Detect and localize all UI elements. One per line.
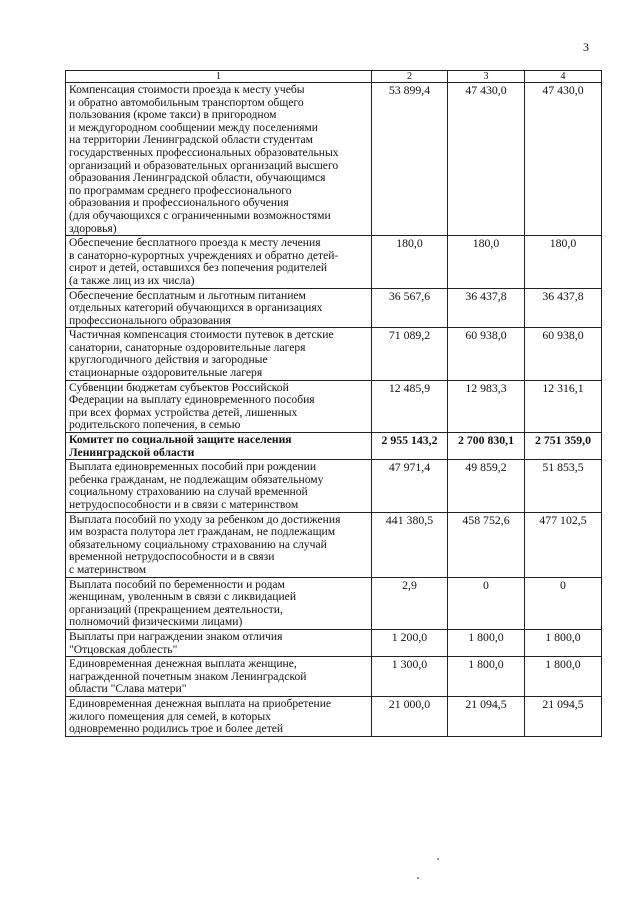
scan-speck bbox=[417, 877, 419, 879]
table-row bbox=[66, 577, 602, 629]
description-line: женщинам, уволенным в связи с ликвидацией bbox=[69, 590, 297, 604]
description-line: Единовременная денежная выплата женщине, bbox=[69, 657, 297, 671]
amount-col-2: 71 089,2 bbox=[372, 328, 448, 380]
description-line: образования Ленинградской области, обучающимся bbox=[69, 171, 326, 185]
amount-col-2: 12 485,9 bbox=[372, 380, 448, 432]
amount-col-3: 60 938,0 bbox=[448, 328, 525, 380]
description-line: сирот и детей, оставшихся без попечения родителей bbox=[69, 261, 328, 275]
amount-col-4: 2 751 359,0 bbox=[525, 433, 602, 460]
table-row bbox=[66, 629, 602, 656]
description-line: Федерации на выплату единовременного пособия bbox=[69, 393, 315, 407]
description-line: по программам среднего профессионального bbox=[69, 183, 292, 197]
row-description bbox=[66, 83, 372, 236]
amount-col-2: 441 380,5 bbox=[372, 512, 448, 577]
description-line: и обратно автомобильным транспортом общего bbox=[69, 95, 304, 109]
row-description bbox=[66, 236, 372, 288]
amount-col-4: 1 800,0 bbox=[525, 629, 602, 656]
description-line: Выплата пособий по уходу за ребенком до достижения bbox=[69, 512, 341, 526]
row-description bbox=[66, 328, 372, 380]
row-description bbox=[66, 696, 372, 736]
table-row bbox=[66, 83, 602, 236]
amount-col-2: 21 000,0 bbox=[372, 696, 448, 736]
description-line: организаций (прекращением деятельности, bbox=[69, 602, 283, 616]
scan-speck bbox=[437, 858, 439, 860]
description-line: награжденной почетным знаком Ленинградской bbox=[69, 669, 307, 683]
description-line: ребенка гражданам, не подлежащим обязательному bbox=[69, 472, 324, 486]
amount-col-4: 180,0 bbox=[525, 236, 602, 288]
amount-col-2: 36 567,6 bbox=[372, 288, 448, 328]
row-description bbox=[66, 629, 372, 656]
description-line: Выплата единовременных пособий при рождении bbox=[69, 460, 317, 474]
row-description bbox=[66, 657, 372, 697]
description-line: Единовременная денежная выплата на приобретение bbox=[69, 696, 332, 710]
description-line: обязательному социальному страхованию на случай bbox=[69, 537, 327, 551]
amount-col-3: 0 bbox=[448, 577, 525, 629]
row-description bbox=[66, 433, 372, 460]
table-row bbox=[66, 512, 602, 577]
description-line: Выплата пособий по беременности и родам bbox=[69, 577, 285, 591]
table-row bbox=[66, 288, 602, 328]
column-header-2: 2 bbox=[372, 71, 448, 83]
description-line: (а также лиц из их числа) bbox=[69, 273, 195, 287]
section-row bbox=[66, 433, 602, 460]
column-header-4: 4 bbox=[525, 71, 602, 83]
description-line: профессионального образования bbox=[69, 313, 231, 327]
description-line: и междугородном сообщении между поселениями bbox=[69, 120, 318, 134]
description-line: Субвенции бюджетам субъектов Российской bbox=[69, 380, 289, 394]
description-line: с материнством bbox=[69, 562, 147, 576]
table-row bbox=[66, 696, 602, 736]
description-line: на территории Ленинградской области студентам bbox=[69, 133, 314, 147]
table-row bbox=[66, 236, 602, 288]
amount-col-3: 1 800,0 bbox=[448, 629, 525, 656]
column-header-1: 1 bbox=[66, 71, 372, 83]
amount-col-2: 180,0 bbox=[372, 236, 448, 288]
description-line: Комитет по социальной защите населения bbox=[69, 433, 292, 447]
page-number: 3 bbox=[583, 40, 589, 54]
table-row bbox=[66, 328, 602, 380]
amount-col-3: 21 094,5 bbox=[448, 696, 525, 736]
description-line: родительского попечения, в семью bbox=[69, 418, 241, 432]
description-line: временной нетрудоспособности и в связи bbox=[69, 550, 275, 564]
description-line: Обеспечение бесплатного проезда к месту лечения bbox=[69, 236, 321, 250]
description-line: при всех формах устройства детей, лишенных bbox=[69, 405, 298, 419]
amount-col-4: 60 938,0 bbox=[525, 328, 602, 380]
table-row bbox=[66, 380, 602, 432]
description-line: им возраста полутора лет гражданам, не подлежащим bbox=[69, 525, 336, 539]
description-line: государственных профессиональных образовательных bbox=[69, 145, 339, 159]
description-line: Обеспечение бесплатным и льготным питанием bbox=[69, 288, 306, 302]
description-line: здоровья) bbox=[69, 221, 117, 235]
row-description bbox=[66, 380, 372, 432]
description-line: (для обучающихся с ограниченными возможностями bbox=[69, 208, 331, 222]
amount-col-2: 2 955 143,2 bbox=[372, 433, 448, 460]
amount-col-3: 2 700 830,1 bbox=[448, 433, 525, 460]
description-line: Выплаты при награждении знаком отличия bbox=[69, 629, 283, 643]
amount-col-3: 12 983,3 bbox=[448, 380, 525, 432]
amount-col-3: 1 800,0 bbox=[448, 657, 525, 697]
description-line: нетрудоспособности и в связи с материнством bbox=[69, 498, 299, 511]
amount-col-3: 36 437,8 bbox=[448, 288, 525, 328]
description-line: стационарные оздоровительные лагеря bbox=[69, 366, 263, 380]
amount-col-2: 2,9 bbox=[372, 577, 448, 629]
description-line: полномочий физическими лицами) bbox=[69, 615, 243, 629]
description-line: "Отцовская доблесть" bbox=[69, 642, 178, 656]
description-line: санатории, санаторные оздоровительные лагеря bbox=[69, 340, 306, 354]
amount-col-2: 47 971,4 bbox=[372, 460, 448, 512]
description-line: жилого помещения для семей, в которых bbox=[69, 709, 271, 723]
description-line: образования и профессионального обучения bbox=[69, 196, 289, 210]
amount-col-2: 1 200,0 bbox=[372, 629, 448, 656]
amount-col-3: 47 430,0 bbox=[448, 83, 525, 236]
table-row bbox=[66, 460, 602, 512]
table-body bbox=[66, 71, 602, 737]
amount-col-4: 1 800,0 bbox=[525, 657, 602, 697]
description-line: одновременно родились трое и более детей bbox=[69, 722, 284, 736]
amount-col-4: 477 102,5 bbox=[525, 512, 602, 577]
amount-col-4: 12 316,1 bbox=[525, 380, 602, 432]
amount-col-4: 51 853,5 bbox=[525, 460, 602, 512]
amount-col-4: 47 430,0 bbox=[525, 83, 602, 236]
row-description bbox=[66, 577, 372, 629]
row-description bbox=[66, 288, 372, 328]
column-number-row bbox=[66, 71, 602, 83]
column-header-3: 3 bbox=[448, 71, 525, 83]
budget-table bbox=[65, 70, 602, 737]
description-line: Ленинградской области bbox=[69, 445, 195, 459]
description-line: социальному страхованию на случай временной bbox=[69, 485, 308, 499]
description-line: круглогодичного действия и загородные bbox=[69, 353, 268, 367]
amount-col-3: 49 859,2 bbox=[448, 460, 525, 512]
description-line: организаций и образовательных организаций высшего bbox=[69, 158, 339, 172]
amount-col-4: 0 bbox=[525, 577, 602, 629]
description-line: Компенсация стоимости проезда к месту учебы bbox=[69, 83, 305, 96]
description-line: области "Слава матери" bbox=[69, 682, 187, 696]
amount-col-4: 21 094,5 bbox=[525, 696, 602, 736]
amount-col-2: 53 899,4 bbox=[372, 83, 448, 236]
row-description bbox=[66, 460, 372, 512]
table-row bbox=[66, 657, 602, 697]
amount-col-3: 180,0 bbox=[448, 236, 525, 288]
amount-col-2: 1 300,0 bbox=[372, 657, 448, 697]
amount-col-4: 36 437,8 bbox=[525, 288, 602, 328]
description-line: пользования (кроме такси) в пригородном bbox=[69, 108, 277, 122]
description-line: в санаторно-курортных учреждениях и обратно детей- bbox=[69, 248, 339, 262]
description-line: Частичная компенсация стоимости путевок в детские bbox=[69, 328, 334, 342]
description-line: отдельных категорий обучающихся в организациях bbox=[69, 301, 323, 315]
row-description bbox=[66, 512, 372, 577]
amount-col-3: 458 752,6 bbox=[448, 512, 525, 577]
